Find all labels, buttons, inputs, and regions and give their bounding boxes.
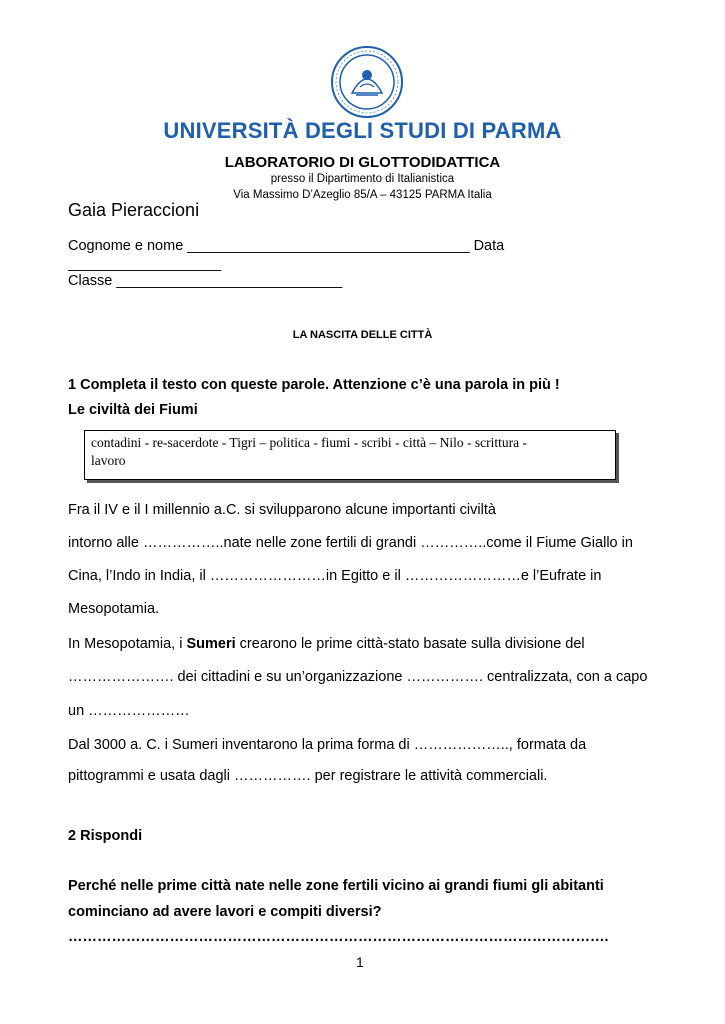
sumeri-suffix: crearono le prime città-stato basate sulla divisione del xyxy=(235,636,585,652)
name-field-line: Cognome e nome ___________________________________ Data xyxy=(68,238,505,254)
lab-title: LABORATORIO DI GLOTTODIDATTICA xyxy=(224,154,501,171)
sumeri-bold: Sumeri xyxy=(186,636,236,652)
university-seal-icon xyxy=(330,45,404,119)
word-bank-box xyxy=(84,430,616,480)
university-name: UNIVERSITÀ DEGLI STUDI DI PARMA xyxy=(163,118,562,143)
exercise2-title: 2 Rispondi xyxy=(68,828,143,844)
text-line: …………………. dei cittadini e su un’organizzazione ……………. centralizzata, con a capo xyxy=(68,669,648,685)
page-number: 1 xyxy=(356,954,364,970)
word-bank-line: lavoro xyxy=(91,453,126,468)
text-line: pittogrammi e usata dagli ……………. per registrare le attività commerciali. xyxy=(68,768,548,784)
text-line: Fra il IV e il I millennio a.C. si svilupparono alcune importanti civiltà xyxy=(68,502,496,518)
exercise1-subtitle: Le civiltà dei Fiumi xyxy=(68,402,198,418)
answer-line: …………………………………………………………………………………………………. xyxy=(68,929,609,945)
department-line: presso il Dipartimento di Italianistica xyxy=(270,173,455,185)
author-name: Gaia Pieraccioni xyxy=(68,200,200,220)
text-line: Cina, l’Indo in India, il ……………………in Egitto e il ……………………e l’Eufrate in xyxy=(68,568,602,584)
exercise1-instruction: 1 Completa il testo con queste parole. Attenzione c’è una parola in più ! xyxy=(68,377,560,393)
sumeri-prefix: In Mesopotamia, i xyxy=(68,636,187,652)
exercise2-question: Perché nelle prime città nate nelle zone fertili vicino ai grandi fiumi gli abitanti xyxy=(68,878,604,894)
text-line: Mesopotamia. xyxy=(68,601,160,617)
class-field-line: Classe ____________________________ xyxy=(68,273,343,289)
date-field-line: ___________________ xyxy=(68,256,222,272)
word-bank-line: contadini - re-sacerdote - Tigri – politica - fiumi - scribi - città – Nilo - scrittura - xyxy=(91,435,528,450)
address-line: Via Massimo D’Azeglio 85/A – 43125 PARMA Italia xyxy=(233,189,492,201)
text-line: Dal 3000 a. C. i Sumeri inventarono la prima forma di ……………….., formata da xyxy=(68,737,587,753)
worksheet-title: LA NASCITA DELLE CITTÀ xyxy=(292,329,433,341)
text-line: intorno alle ……………..nate nelle zone fertili di grandi …………..come il Fiume Giallo in xyxy=(68,535,633,551)
text-line: un ………………… xyxy=(68,703,190,719)
sumeri-line xyxy=(68,636,585,652)
exercise2-question: cominciano ad avere lavori e compiti diversi? xyxy=(68,904,382,920)
